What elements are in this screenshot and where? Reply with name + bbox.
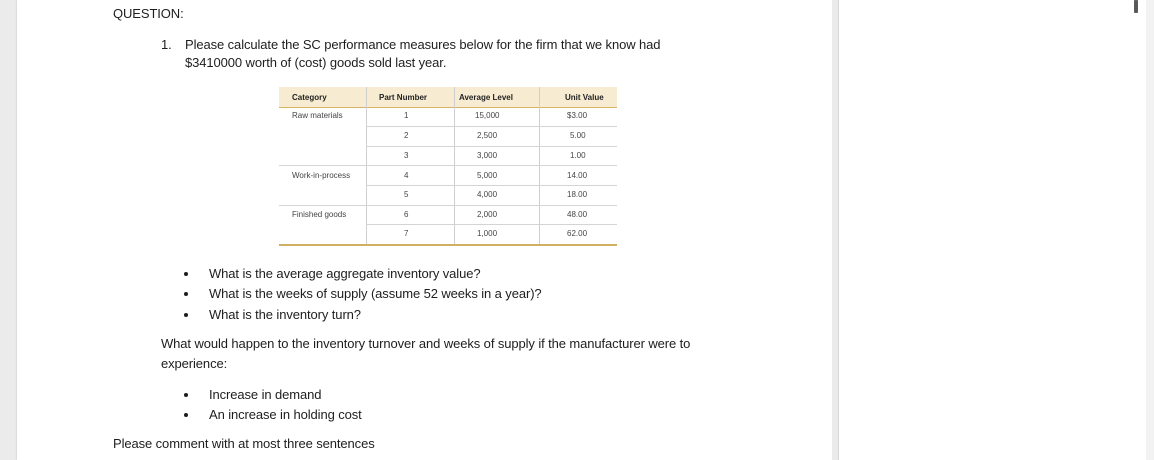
table-cell-value: 62.00 <box>567 229 588 238</box>
table-cell-category: Work-in-process <box>292 171 351 180</box>
bullet-icon <box>184 272 188 276</box>
table-cell-part: 7 <box>404 229 409 238</box>
question-heading: QUESTION: <box>113 6 184 21</box>
table-cell-value: 5.00 <box>570 131 586 140</box>
bullet-icon <box>184 393 188 397</box>
header-average-level: Average Level <box>459 93 513 102</box>
header-unit-value: Unit Value <box>565 93 604 102</box>
table-cell-value: 14.00 <box>567 171 588 180</box>
bullet-icon <box>184 313 188 317</box>
table-cell-part: 2 <box>404 131 409 140</box>
bullet-icon <box>184 413 188 417</box>
table-cell-level: 1,000 <box>477 229 498 238</box>
table-cell-part: 3 <box>404 151 409 160</box>
scrollbar-thumb[interactable] <box>1134 0 1138 13</box>
side-pane <box>838 0 1147 460</box>
question-text-line1: Please calculate the SC performance measures below for the firm that we know had <box>185 37 661 52</box>
paragraph-line2: experience: <box>161 356 228 371</box>
vertical-scrollbar[interactable] <box>1146 0 1154 460</box>
table-cell-level: 15,000 <box>475 111 500 120</box>
table-cell-value: 1.00 <box>570 151 586 160</box>
bullet-text: What is the inventory turn? <box>209 307 361 322</box>
table-cell-part: 4 <box>404 171 409 180</box>
table-cell-level: 2,500 <box>477 131 498 140</box>
table-cell-part: 6 <box>404 210 409 219</box>
table-cell-value: 18.00 <box>567 190 588 199</box>
header-part-number: Part Number <box>379 93 428 102</box>
table-cell-category: Raw materials <box>292 111 343 120</box>
bullet-icon <box>184 292 188 296</box>
table-cell-level: 3,000 <box>477 151 498 160</box>
table-cell-value: 48.00 <box>567 210 588 219</box>
table-cell-level: 2,000 <box>477 210 498 219</box>
table-cell-part: 5 <box>404 190 409 199</box>
table-cell-value: $3.00 <box>567 111 588 120</box>
bullet-text: What is the weeks of supply (assume 52 weeks in a year)? <box>209 286 542 301</box>
paragraph-line1: What would happen to the inventory turnover and weeks of supply if the manufacturer were to <box>161 336 691 351</box>
footer-instruction: Please comment with at most three sentences <box>113 436 375 451</box>
table-cell-part: 1 <box>404 111 409 120</box>
question-text-line2: $3410000 worth of (cost) goods sold last year. <box>185 55 447 70</box>
table-cell-level: 4,000 <box>477 190 498 199</box>
question-number: 1. <box>161 37 172 52</box>
bullet-text: Increase in demand <box>209 387 322 402</box>
bullet-text: What is the average aggregate inventory value? <box>209 266 481 281</box>
bullet-text: An increase in holding cost <box>209 407 362 422</box>
table-cell-level: 5,000 <box>477 171 498 180</box>
inventory-table-image <box>279 87 617 247</box>
header-category: Category <box>292 93 327 102</box>
table-cell-category: Finished goods <box>292 210 347 219</box>
